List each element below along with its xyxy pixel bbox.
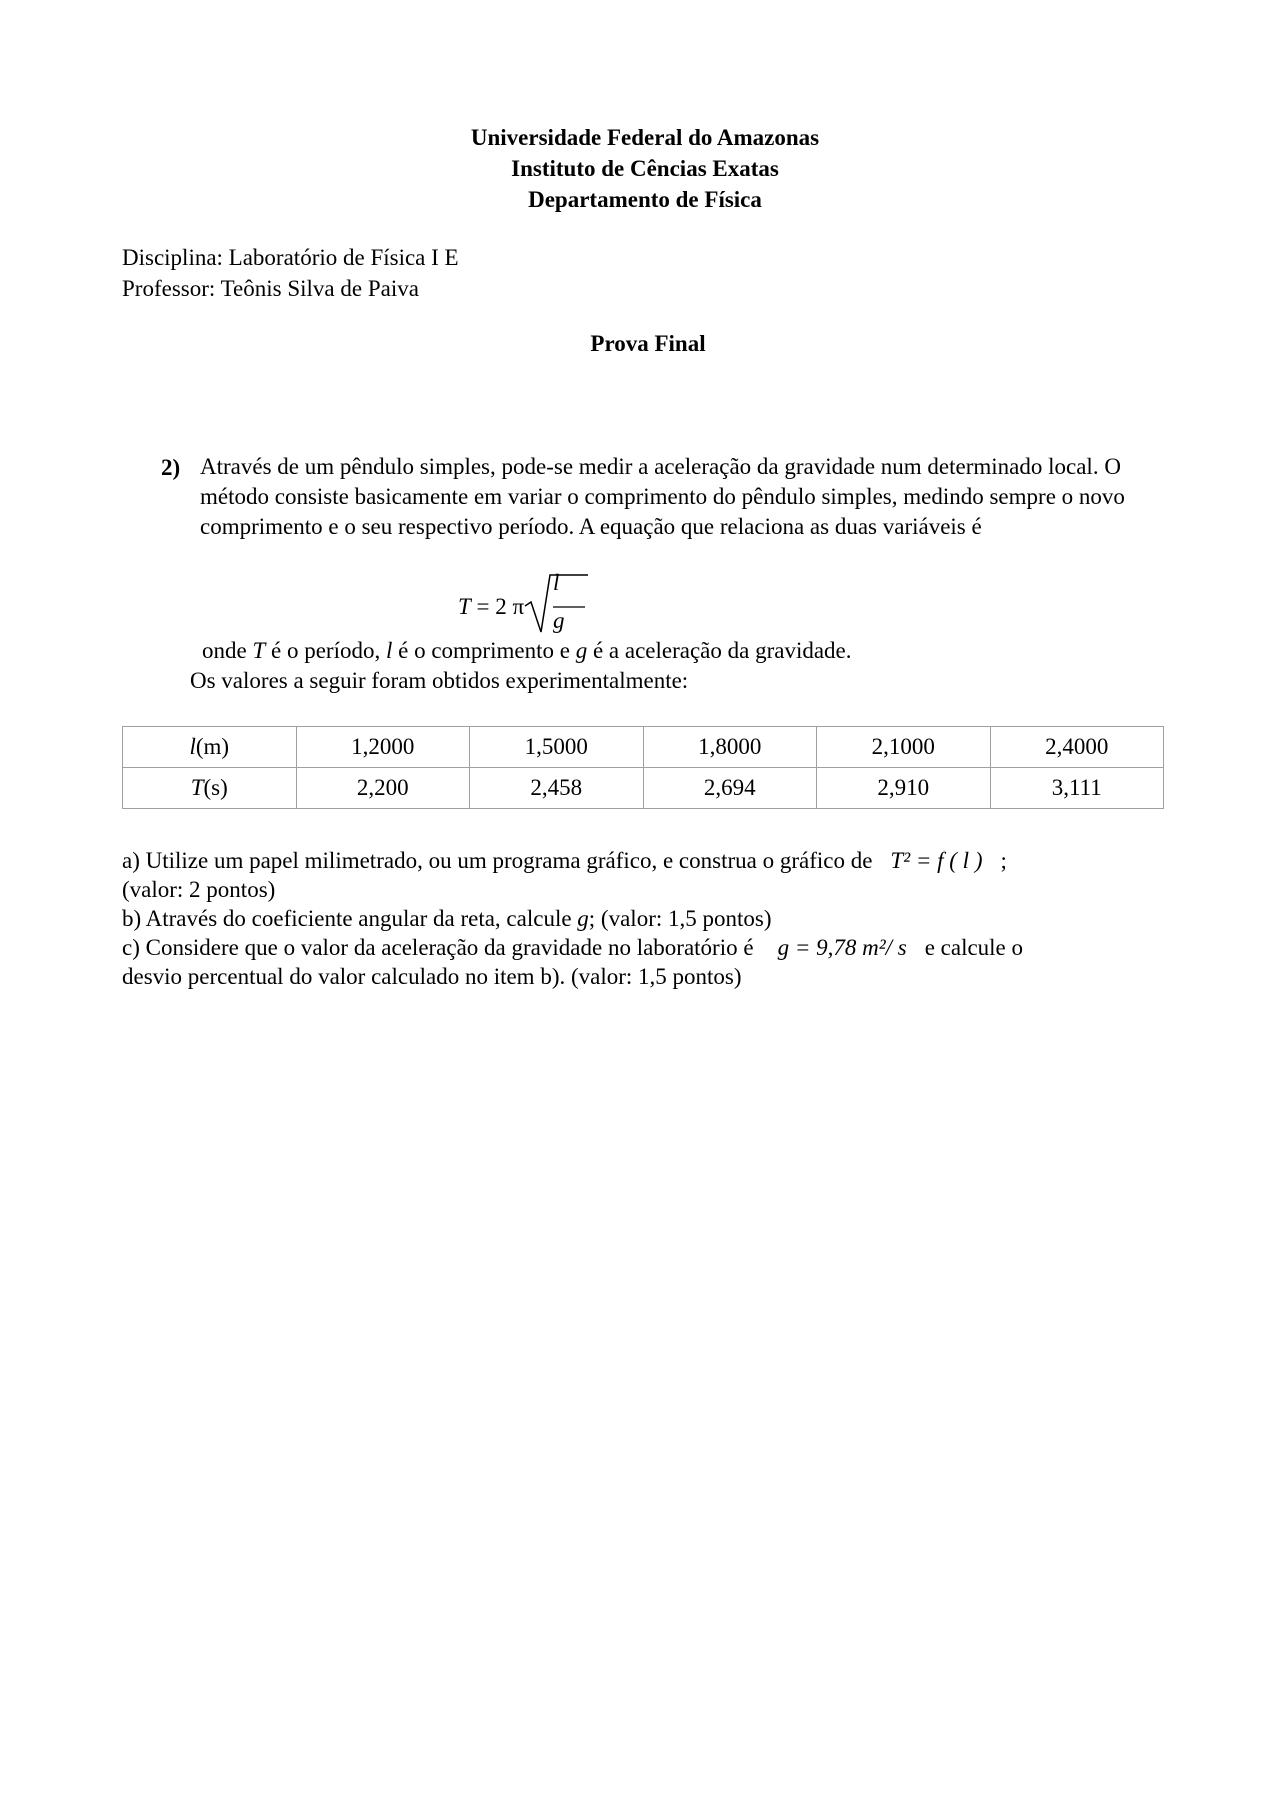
question-text: Através de um pêndulo simples, pode-se medir a aceleração da gravidade num determinado local. O método consiste basicamente em variar o comprimento do pêndulo simples, medindo sempre o novo comprimento e o seu respectivo período. A equação que relaciona as duas variáveis é [200,454,1125,539]
institute-name: Instituto de Cências Exatas [511,156,779,181]
row-label: T(s) [123,768,297,809]
variable-definitions: onde T é o período, l é o comprimento e g é a aceleração da gravidade. [202,638,852,663]
discipline-line: Disciplina: Laboratório de Física I E [122,245,459,270]
table-cell: 2,200 [296,768,470,809]
institution-header [0,122,1280,215]
table-cell: 2,694 [643,768,817,809]
department-name: Departamento de Física [528,187,762,212]
measurements-table [122,726,1164,809]
table-cell: 1,2000 [296,727,470,768]
formula-equals-2pi: = 2 π [470,594,525,619]
values-intro: Os valores a seguir foram obtidos experimentalmente: [190,668,689,693]
item-a-points: (valor: 2 pontos) [122,877,276,902]
table-cell: 1,8000 [643,727,817,768]
item-a: a) Utilize um papel milimetrado, ou um programa gráfico, e construa o gráfico de T² = f ( l ) ; [122,848,1007,873]
item-c-formula: g = 9,78 m²/ s [777,935,907,960]
table-cell: 3,111 [990,768,1164,809]
item-a-formula: T² = f ( l ) [890,848,983,873]
item-c: c) Considere que o valor da aceleração da gravidade no laboratório é g = 9,78 m²/ s e calcule o [122,935,1024,960]
formula-denominator: g [553,608,565,633]
pendulum-formula [458,570,598,640]
professor-line: Professor: Teônis Silva de Paiva [122,276,419,301]
formula-numerator: l [553,570,560,595]
formula-lhs: T [458,594,471,619]
row-label: l(m) [123,727,297,768]
table-cell: 2,458 [470,768,644,809]
item-c-continuation: desvio percentual do valor calculado no item b). (valor: 1,5 pontos) [122,964,742,989]
university-name: Universidade Federal do Amazonas [470,125,820,150]
table-row [123,768,1164,809]
table-cell: 2,910 [817,768,991,809]
course-info [122,242,459,304]
table-cell: 2,4000 [990,727,1164,768]
table-cell: 2,1000 [817,727,991,768]
item-b: b) Através do coeficiente angular da reta, calcule g; (valor: 1,5 pontos) [122,906,772,931]
question-items [122,846,1182,991]
exam-title: Prova Final [590,331,706,356]
table-cell: 1,5000 [470,727,644,768]
question-number: 2) [161,455,181,480]
table-row [123,727,1164,768]
